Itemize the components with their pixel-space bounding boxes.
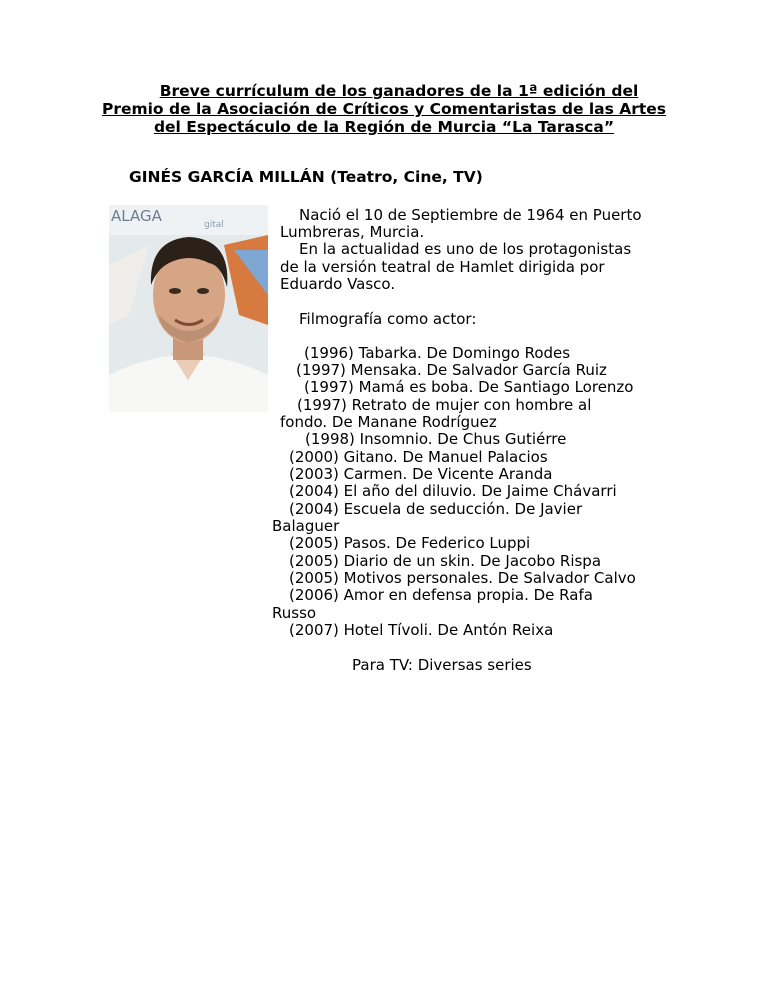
filmography-item: (1997) Mamá es boba. De Santiago Lorenzo bbox=[304, 378, 634, 396]
tv-label: Para TV: Diversas series bbox=[352, 656, 532, 674]
filmography-item: (1998) Insomnio. De Chus Gutiérre bbox=[305, 430, 567, 448]
filmography-item: (1997) Mensaka. De Salvador García Ruiz bbox=[296, 361, 607, 379]
filmography-item: (2005) Motivos personales. De Salvador Calvo bbox=[289, 569, 636, 587]
filmography-item: (2005) Pasos. De Federico Luppi bbox=[289, 534, 531, 552]
filmography-item: (1997) Retrato de mujer con hombre al bbox=[297, 396, 592, 414]
filmography-item: (1996) Tabarka. De Domingo Rodes bbox=[304, 344, 571, 362]
photo-banner-text: ALAGA bbox=[111, 207, 162, 225]
filmography-item: Russo bbox=[272, 604, 317, 622]
filmography-item: (2000) Gitano. De Manuel Palacios bbox=[289, 448, 548, 466]
title-line-2: Premio de la Asociación de Críticos y Comentaristas de las Artes bbox=[101, 100, 667, 118]
bio-line: de la versión teatral de Hamlet dirigida por bbox=[280, 258, 605, 276]
bio-line: En la actualidad es uno de los protagonistas bbox=[299, 240, 632, 258]
title-line-3: del Espectáculo de la Región de Murcia “La Tarasca” bbox=[153, 118, 615, 136]
document-title bbox=[100, 82, 668, 136]
filmography-item: (2004) Escuela de seducción. De Javier bbox=[289, 500, 583, 518]
filmography-item: (2005) Diario de un skin. De Jacobo Rispa bbox=[289, 552, 602, 570]
filmography-label: Filmografía como actor: bbox=[299, 310, 477, 328]
filmography-item: fondo. De Manane Rodríguez bbox=[280, 413, 497, 431]
filmography-item: (2003) Carmen. De Vicente Aranda bbox=[289, 465, 553, 483]
filmography-item: (2004) El año del diluvio. De Jaime Chávarri bbox=[289, 482, 617, 500]
portrait-illustration bbox=[109, 205, 268, 412]
filmography-item: (2006) Amor en defensa propia. De Rafa bbox=[289, 586, 593, 604]
portrait-photo bbox=[109, 205, 268, 412]
person-heading: GINÉS GARCÍA MILLÁN (Teatro, Cine, TV) bbox=[129, 168, 483, 186]
filmography-item: Balaguer bbox=[272, 517, 340, 535]
photo-banner-text-2: gital bbox=[204, 220, 224, 230]
bio-line: Lumbreras, Murcia. bbox=[280, 223, 425, 241]
title-line-1: Breve currículum de los ganadores de la 1ª edición del bbox=[159, 82, 639, 100]
bio-line: Nació el 10 de Septiembre de 1964 en Puerto bbox=[299, 206, 642, 224]
filmography-item: (2007) Hotel Tívoli. De Antón Reixa bbox=[289, 621, 554, 639]
bio-line: Eduardo Vasco. bbox=[280, 275, 396, 293]
